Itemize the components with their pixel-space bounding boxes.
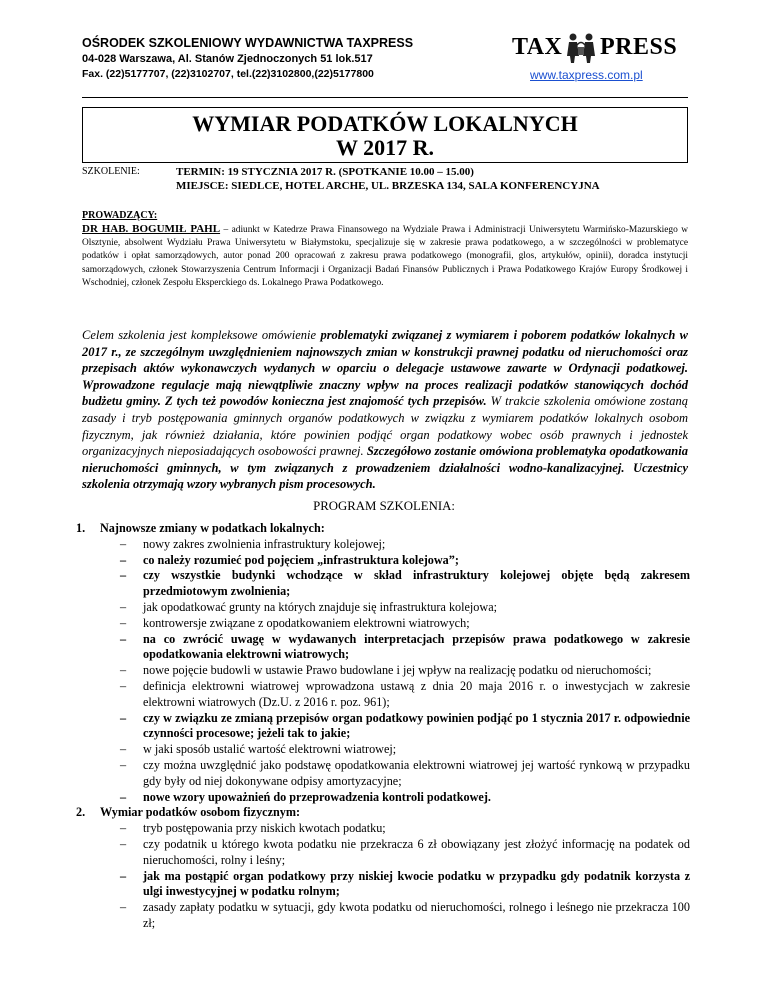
- header-divider: [82, 97, 688, 98]
- title-box: [82, 107, 688, 163]
- dash-bullet: –: [120, 868, 127, 883]
- dash-bullet: –: [120, 789, 127, 804]
- dash-bullet: –: [120, 615, 127, 630]
- list-item-text: definicja elektrowni wiatrowej wprowadzona ustawą z dnia 20 maja 2016 r. o inwestycjach w zakresie elektrowni wiatrowych (Dz.U. z 2016 r. poz. 961);: [143, 678, 690, 709]
- organization-name: OŚRODEK SZKOLENIOWY WYDAWNICTWA TAXPRESS: [82, 36, 414, 50]
- list-item-text: nowe wzory upoważnień do przeprowadzenia kontroli podatkowej.: [143, 789, 491, 804]
- section-items: [76, 821, 702, 932]
- list-item: [76, 616, 702, 632]
- list-item-text: w jaki sposób ustalić wartość elektrowni wiatrowej;: [143, 742, 397, 757]
- list-item-text: kontrowersje związane z opodatkowaniem elektrowni wiatrowych;: [143, 615, 470, 630]
- list-item-text: jak ma postąpić organ podatkowy przy niskiej kwocie podatku w przypadku gdy podatnik korzysta z ulgi inwestycyjnej w podatku rolnym;: [143, 868, 690, 899]
- training-place: MIEJSCE: SIEDLCE, HOTEL ARCHE, UL. BRZESKA 134, SALA KONFERENCYJNA: [176, 180, 600, 192]
- list-item-text: zasady zapłaty podatku w sytuacji, gdy kwota podatku od nieruchomości, rolnego i leśnego nie przekracza 100 zł;: [143, 900, 690, 930]
- list-item-text: na co zwrócić uwagę w wydawanych interpretacjach przepisów prawa podatkowego w zakresie opodatkowania elektrowni wiatrowych;: [143, 631, 690, 662]
- document-header: [82, 36, 688, 98]
- section-title: Najnowsze zmiany w podatkach lokalnych:: [100, 521, 325, 535]
- list-item-text: co należy rozumieć pod pojęciem „infrastruktura kolejowa”;: [143, 552, 459, 567]
- program-section: [76, 805, 702, 821]
- organization-address: 04-028 Warszawa, Al. Stanów Zjednoczonych 51 lok.517: [82, 53, 373, 65]
- taxpress-logo: [512, 32, 692, 66]
- list-item: [76, 568, 702, 600]
- instructor-name: DR HAB. BOGUMIŁ PAHL: [82, 223, 221, 235]
- dash-bullet: –: [120, 536, 127, 551]
- list-item-text: czy można uwzględnić jako podstawę opodatkowania elektrowni wiatrowej jej wartość rynkową w przypadku gdy były od niej dokonywane odpisy amortyzacyjne;: [143, 757, 690, 788]
- program-section: [76, 521, 702, 537]
- list-item-text: nowe pojęcie budowli w ustawie Prawo budowlane i jej wpływ na realizację podatku od nieruchomości;: [143, 663, 652, 678]
- dash-bullet: –: [120, 663, 127, 678]
- dash-bullet: –: [120, 631, 127, 646]
- dash-bullet: –: [120, 710, 127, 725]
- dash-bullet: –: [120, 821, 127, 836]
- intro-part-3: W trakcie szkolenia omówione zostaną zasady i tryb postępowania gminnych organów podatkowych w związku z wymiarem podatków lokalnych osobom fizycznym, jak również działania, które powinien podjąć organ podatkowy wobec osób prawnych i jednostek organizacyjnych nieposiadających osobowości prawnej.: [82, 394, 688, 459]
- list-item: [76, 537, 702, 553]
- dash-bullet: –: [120, 568, 127, 583]
- title-line-2: W 2017 R.: [336, 135, 434, 160]
- dash-bullet: –: [120, 742, 127, 757]
- list-item-text: nowy zakres zwolnienia infrastruktury kolejowej;: [143, 536, 386, 551]
- section-items: [76, 537, 702, 806]
- program-list: [76, 521, 702, 932]
- logo-text-right: PRESS: [600, 34, 678, 60]
- list-item: [76, 837, 702, 869]
- list-item: [76, 600, 702, 616]
- list-item: [76, 663, 702, 679]
- program-heading: PROGRAM SZKOLENIA:: [313, 499, 455, 513]
- list-item-text: czy wszystkie budynki wchodzące w skład infrastruktury kolejowej objęte będą zakresem przedmiotowym zwolnienia;: [143, 568, 690, 599]
- list-item: [76, 711, 702, 743]
- intro-part-2: problematyki związanej z wymiarem i poborem podatków lokalnych w 2017 r., ze szczególnym uwzględnieniem najnowszych zmian w konstrukcji prawnej podatku od nieruchomości oraz przepisach aktów wykonawczych wydanych w oparciu o delegacje ustawowe zawarte w Ordynacji podatkowej. Wprowadzone regulacje mają niewątpliwie znaczny wpływ na proces realizacji podatków stanowiących dochód budżetu gminy. Z tych też powodów konieczna jest znajomość tych przepisów.: [82, 328, 688, 409]
- dash-bullet: –: [120, 552, 127, 567]
- instructor-label: PROWADZĄCY:: [82, 210, 158, 221]
- list-item: [76, 821, 702, 837]
- list-item: [76, 742, 702, 758]
- intro-part-1: Celem szkolenia jest kompleksowe omówienie: [82, 328, 321, 342]
- training-date: TERMIN: 19 STYCZNIA 2017 R. (SPOTKANIE 10.00 – 15.00): [176, 166, 474, 178]
- list-item: [76, 632, 702, 664]
- instructor-bio: [82, 223, 688, 290]
- title-line-1: WYMIAR PODATKÓW LOKALNYCH: [192, 111, 578, 136]
- two-figures-emblem-icon: [564, 30, 598, 64]
- section-number: 2.: [76, 805, 86, 820]
- list-item: [76, 900, 702, 932]
- training-label: SZKOLENIE:: [82, 166, 140, 177]
- section-title: Wymiar podatków osobom fizycznym:: [100, 805, 301, 820]
- logo-text-left: TAX: [512, 34, 563, 60]
- dash-bullet: –: [120, 757, 127, 772]
- dash-bullet: –: [120, 836, 127, 851]
- list-item-text: tryb postępowania przy niskich kwotach podatku;: [143, 821, 386, 836]
- list-item: [76, 869, 702, 901]
- list-item: [76, 758, 702, 790]
- dash-bullet: –: [120, 900, 127, 915]
- list-item: [76, 790, 702, 806]
- intro-part-4: Szczegółowo zostanie omówiona problematyka opodatkowania nieruchomości gminnych, w tym związanych z prowadzeniem działalności wodno-kanalizacyjnej. Uczestnicy szkolenia otrzymają wzory wybranych pism procesowych.: [82, 444, 688, 492]
- list-item-text: jak opodatkować grunty na których znajduje się infrastruktura kolejowa;: [143, 599, 498, 614]
- list-item: [76, 679, 702, 711]
- section-number: 1.: [76, 521, 86, 535]
- dash-bullet: –: [120, 678, 127, 693]
- list-item-text: czy podatnik u którego kwota podatku nie przekracza 6 zł obowiązany jest złożyć informację na podatek od nieruchomości, rolny i leśny;: [143, 836, 690, 867]
- website-link[interactable]: www.taxpress.com.pl: [530, 68, 643, 82]
- intro-paragraph: [82, 327, 688, 493]
- dash-bullet: –: [120, 599, 127, 614]
- organization-contact: Fax. (22)5177707, (22)3102707, tel.(22)3102800,(22)5177800: [82, 68, 374, 80]
- list-item-text: czy w związku ze zmianą przepisów organ podatkowy powinien podjąć po 1 stycznia 2017 r. odpowiednie czynności procesowe; jeżeli tak to jakie;: [143, 710, 690, 741]
- instructor-description: – adiunkt w Katedrze Prawa Finansowego na Wydziale Prawa i Administracji Uniwersytetu Warmińsko-Mazurskiego w Olsztynie, absolwent Wydziału Prawa Uniwersytetu w Białymstoku, specjalizuje się w zakresie prawa podatkowego, a w szczególności w problematyce podatków i opłat samorządowych, autor ponad 200 opracowań z zakresu prawa podatkowego (monografii, glos, artykułów, opinii), doradca instytucji samorządowych, członek Stowarzyszenia Centrum Informacji i Organizacji Badań Finansów Publicznych i Prawa Podatkowego Krajów Europy Środkowej i Wschodniej, członek Zespołu Eksperckiego ds. Lokalnego Prawa Podatkowego.: [82, 225, 688, 288]
- list-item: [76, 553, 702, 569]
